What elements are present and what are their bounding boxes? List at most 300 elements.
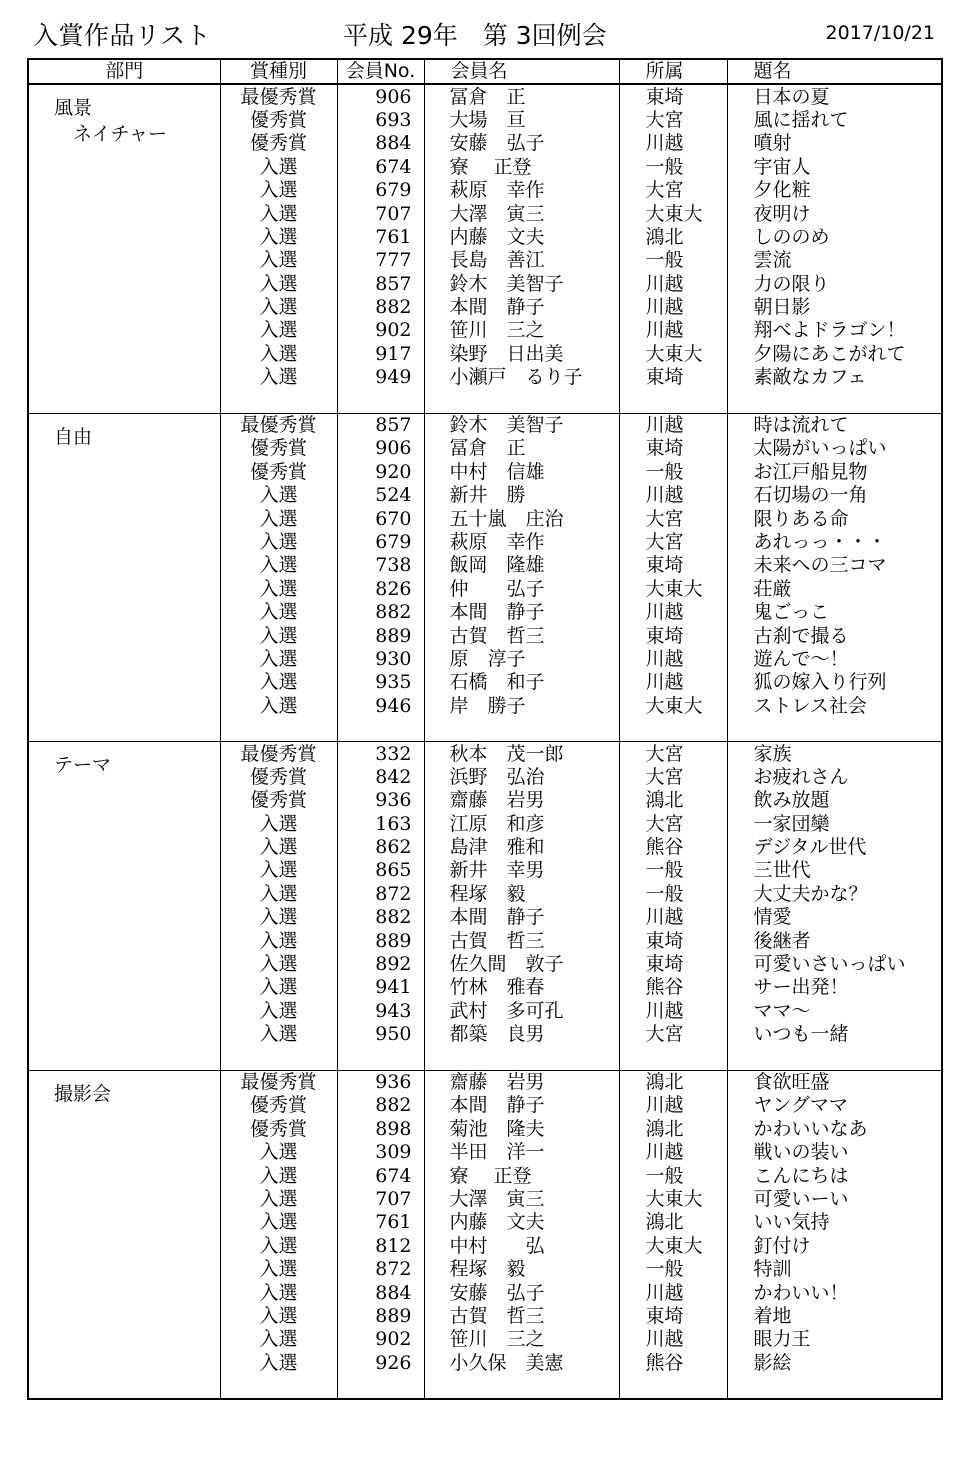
affiliation-cell: 一般 (619, 461, 727, 484)
member-name-cell: 新井 勝 (424, 484, 619, 507)
member-name-cell: 鈴木 美智子 (424, 273, 619, 296)
page-header (0, 0, 962, 58)
member-name-cell: 仲 弘子 (424, 578, 619, 601)
member-no-cell: 842 (337, 766, 424, 789)
title-cell: いい気持 (727, 1211, 942, 1234)
award-cell: 優秀賞 (220, 132, 337, 155)
member-name-cell: 小瀬戸 るり子 (424, 366, 619, 389)
member-no-cell: 674 (337, 1164, 424, 1187)
title-cell: いつも一緒 (727, 1023, 942, 1046)
member-no-cell: 920 (337, 461, 424, 484)
affiliation-cell: 東埼 (619, 554, 727, 577)
empty-cell (337, 1375, 424, 1399)
table-row (28, 413, 942, 437)
title-cell: 鬼ごっこ (727, 601, 942, 624)
member-name-cell: 岸 勝子 (424, 695, 619, 718)
member-name-cell: 冨倉 正 (424, 437, 619, 460)
member-no-cell: 906 (337, 84, 424, 108)
affiliation-cell: 鴻北 (619, 1070, 727, 1094)
member-name-cell: 秋本 茂一郎 (424, 742, 619, 766)
empty-cell (337, 389, 424, 413)
member-name-cell: 五十嵐 庄治 (424, 507, 619, 530)
title-cell: 翔べよドラゴン！ (727, 319, 942, 342)
award-cell: 入選 (220, 1305, 337, 1328)
affiliation-cell: 川越 (619, 296, 727, 319)
title-cell: 可愛いーい (727, 1188, 942, 1211)
title-cell: 戦いの装い (727, 1141, 942, 1164)
title-cell: 古刹で撮る (727, 624, 942, 647)
title-cell: 風に揺れて (727, 109, 942, 132)
title-cell: 食欲旺盛 (727, 1070, 942, 1094)
title-cell: 狐の嫁入り行列 (727, 671, 942, 694)
title-cell: 眼力王 (727, 1328, 942, 1351)
affiliation-cell: 川越 (619, 132, 727, 155)
member-no-cell: 946 (337, 695, 424, 718)
award-cell: 入選 (220, 1258, 337, 1281)
department-cell: 撮影会 (28, 1070, 220, 1399)
column-header-department: 部門 (28, 59, 220, 84)
member-no-cell: 670 (337, 507, 424, 530)
title-cell: 夜明け (727, 202, 942, 225)
member-no-cell: 902 (337, 1328, 424, 1351)
award-cell: 入選 (220, 343, 337, 366)
award-cell: 入選 (220, 273, 337, 296)
award-cell: 入選 (220, 366, 337, 389)
affiliation-cell: 大東大 (619, 578, 727, 601)
title-cell: 着地 (727, 1305, 942, 1328)
title-cell: 太陽がいっぱい (727, 437, 942, 460)
affiliation-cell: 東埼 (619, 437, 727, 460)
member-name-cell: 中村 弘 (424, 1235, 619, 1258)
affiliation-cell: 東埼 (619, 624, 727, 647)
column-header-affiliation: 所属 (619, 59, 727, 84)
member-no-cell: 865 (337, 859, 424, 882)
member-name-cell: 萩原 幸作 (424, 179, 619, 202)
award-cell: 最優秀賞 (220, 413, 337, 437)
column-header-member-name: 会員名 (424, 59, 619, 84)
member-name-cell: 小久保 美憲 (424, 1351, 619, 1374)
award-cell: 入選 (220, 249, 337, 272)
member-no-cell: 884 (337, 132, 424, 155)
affiliation-cell: 大東大 (619, 695, 727, 718)
title-cell: 特訓 (727, 1258, 942, 1281)
award-cell: 入選 (220, 531, 337, 554)
empty-cell (424, 718, 619, 742)
affiliation-cell: 川越 (619, 1281, 727, 1304)
member-no-cell: 906 (337, 437, 424, 460)
empty-cell (727, 718, 942, 742)
member-name-cell: 大澤 寅三 (424, 1188, 619, 1211)
title-cell: 家族 (727, 742, 942, 766)
affiliation-cell: 鴻北 (619, 1211, 727, 1234)
member-no-cell: 679 (337, 179, 424, 202)
empty-cell (220, 1375, 337, 1399)
member-no-cell: 857 (337, 413, 424, 437)
member-name-cell: 安藤 弘子 (424, 132, 619, 155)
award-cell: 入選 (220, 836, 337, 859)
table-header-row (28, 59, 942, 84)
award-cell: 入選 (220, 813, 337, 836)
title-cell: 石切場の一角 (727, 484, 942, 507)
affiliation-cell: 一般 (619, 249, 727, 272)
award-cell: 優秀賞 (220, 1094, 337, 1117)
affiliation-cell: 大宮 (619, 109, 727, 132)
member-name-cell: 菊池 隆夫 (424, 1118, 619, 1141)
affiliation-cell: 川越 (619, 413, 727, 437)
affiliation-cell: 一般 (619, 1164, 727, 1187)
member-name-cell: 江原 和彦 (424, 813, 619, 836)
member-no-cell: 882 (337, 906, 424, 929)
award-cell: 優秀賞 (220, 789, 337, 812)
meeting-subtitle: 平成 29年 第 3回例会 (343, 21, 607, 50)
title-cell: デジタル世代 (727, 836, 942, 859)
empty-cell (220, 389, 337, 413)
member-name-cell: 程塚 毅 (424, 1258, 619, 1281)
member-name-cell: 内藤 文夫 (424, 1211, 619, 1234)
affiliation-cell: 川越 (619, 648, 727, 671)
title-cell: 素敵なカフェ (727, 366, 942, 389)
affiliation-cell: 川越 (619, 1094, 727, 1117)
affiliation-cell: 川越 (619, 601, 727, 624)
member-no-cell: 941 (337, 976, 424, 999)
affiliation-cell: 東埼 (619, 929, 727, 952)
member-no-cell: 892 (337, 953, 424, 976)
member-no-cell: 872 (337, 1258, 424, 1281)
title-cell: あれっっ・・・ (727, 531, 942, 554)
award-cell: 入選 (220, 507, 337, 530)
title-cell: 限りある命 (727, 507, 942, 530)
empty-cell (220, 1046, 337, 1070)
member-no-cell: 163 (337, 813, 424, 836)
member-no-cell: 926 (337, 1351, 424, 1374)
title-cell: 情愛 (727, 906, 942, 929)
title-cell: 力の限り (727, 273, 942, 296)
column-header-title: 題名 (727, 59, 942, 84)
member-name-cell: 原 淳子 (424, 648, 619, 671)
award-cell: 優秀賞 (220, 109, 337, 132)
award-cell: 入選 (220, 156, 337, 179)
award-cell: 優秀賞 (220, 461, 337, 484)
table-body (28, 84, 942, 1399)
affiliation-cell: 川越 (619, 273, 727, 296)
member-no-cell: 679 (337, 531, 424, 554)
member-no-cell: 826 (337, 578, 424, 601)
affiliation-cell: 大東大 (619, 343, 727, 366)
member-name-cell: 中村 信雄 (424, 461, 619, 484)
department-cell: テーマ (28, 742, 220, 1070)
column-header-award: 賞種別 (220, 59, 337, 84)
affiliation-cell: 大宮 (619, 1023, 727, 1046)
title-cell: 飲み放題 (727, 789, 942, 812)
title-cell: 雲流 (727, 249, 942, 272)
title-cell: 一家団欒 (727, 813, 942, 836)
award-cell: 入選 (220, 953, 337, 976)
title-cell: 時は流れて (727, 413, 942, 437)
member-name-cell: 齋藤 岩男 (424, 789, 619, 812)
member-no-cell: 882 (337, 601, 424, 624)
member-name-cell: 飯岡 隆雄 (424, 554, 619, 577)
member-no-cell: 332 (337, 742, 424, 766)
affiliation-cell: 大宮 (619, 179, 727, 202)
member-no-cell: 761 (337, 226, 424, 249)
title-cell: 大丈夫かな？ (727, 883, 942, 906)
affiliation-cell: 一般 (619, 883, 727, 906)
award-cell: 入選 (220, 929, 337, 952)
award-cell: 入選 (220, 1281, 337, 1304)
member-no-cell: 943 (337, 1000, 424, 1023)
award-cell: 入選 (220, 906, 337, 929)
award-cell: 優秀賞 (220, 1118, 337, 1141)
title-cell: 噴射 (727, 132, 942, 155)
member-no-cell: 882 (337, 1094, 424, 1117)
award-cell: 入選 (220, 1141, 337, 1164)
member-no-cell: 936 (337, 789, 424, 812)
member-name-cell: 本間 静子 (424, 296, 619, 319)
affiliation-cell: 大宮 (619, 813, 727, 836)
member-name-cell: 寮 正登 (424, 156, 619, 179)
affiliation-cell: 川越 (619, 1000, 727, 1023)
award-cell: 入選 (220, 976, 337, 999)
affiliation-cell: 鴻北 (619, 789, 727, 812)
award-cell: 入選 (220, 319, 337, 342)
member-no-cell: 902 (337, 319, 424, 342)
title-cell: お疲れさん (727, 766, 942, 789)
member-no-cell: 693 (337, 109, 424, 132)
empty-cell (727, 1046, 942, 1070)
award-cell: 入選 (220, 859, 337, 882)
title-cell: 釘付け (727, 1235, 942, 1258)
award-cell: 入選 (220, 484, 337, 507)
member-name-cell: 鈴木 美智子 (424, 413, 619, 437)
award-cell: 入選 (220, 648, 337, 671)
title-cell: 遊んで～！ (727, 648, 942, 671)
award-cell: 優秀賞 (220, 437, 337, 460)
title-cell: かわいい！ (727, 1281, 942, 1304)
empty-cell (337, 718, 424, 742)
affiliation-cell: 川越 (619, 484, 727, 507)
member-no-cell: 936 (337, 1070, 424, 1094)
affiliation-cell: 川越 (619, 1328, 727, 1351)
department-cell: 風景 ネイチャー (28, 84, 220, 413)
award-cell: 入選 (220, 1023, 337, 1046)
affiliation-cell: 一般 (619, 156, 727, 179)
award-cell: 入選 (220, 1164, 337, 1187)
member-name-cell: 新井 幸男 (424, 859, 619, 882)
affiliation-cell: 川越 (619, 906, 727, 929)
member-name-cell: 大場 亘 (424, 109, 619, 132)
member-name-cell: 浜野 弘治 (424, 766, 619, 789)
member-name-cell: 萩原 幸作 (424, 531, 619, 554)
member-no-cell: 889 (337, 624, 424, 647)
title-cell: 荘厳 (727, 578, 942, 601)
member-name-cell: 古賀 哲三 (424, 624, 619, 647)
title-cell: かわいいなあ (727, 1118, 942, 1141)
member-name-cell: 程塚 毅 (424, 883, 619, 906)
member-no-cell: 862 (337, 836, 424, 859)
member-no-cell: 884 (337, 1281, 424, 1304)
member-no-cell: 917 (337, 343, 424, 366)
member-no-cell: 738 (337, 554, 424, 577)
column-header-member-no: 会員No. (337, 59, 424, 84)
member-name-cell: 竹林 雅春 (424, 976, 619, 999)
title-cell: お江戸船見物 (727, 461, 942, 484)
meeting-date: 2017/10/21 (825, 22, 935, 44)
affiliation-cell: 大宮 (619, 507, 727, 530)
affiliation-cell: 東埼 (619, 84, 727, 108)
member-no-cell: 707 (337, 1188, 424, 1211)
award-cell: 入選 (220, 1000, 337, 1023)
member-name-cell: 長島 善江 (424, 249, 619, 272)
title-cell: 宇宙人 (727, 156, 942, 179)
affiliation-cell: 大宮 (619, 766, 727, 789)
award-cell: 入選 (220, 1351, 337, 1374)
affiliation-cell: 川越 (619, 319, 727, 342)
empty-cell (727, 389, 942, 413)
empty-cell (220, 718, 337, 742)
member-no-cell: 777 (337, 249, 424, 272)
award-cell: 優秀賞 (220, 766, 337, 789)
member-name-cell: 武村 多可孔 (424, 1000, 619, 1023)
award-cell: 入選 (220, 695, 337, 718)
member-name-cell: 都築 良男 (424, 1023, 619, 1046)
award-cell: 入選 (220, 1188, 337, 1211)
affiliation-cell: 大東大 (619, 202, 727, 225)
affiliation-cell: 熊谷 (619, 836, 727, 859)
award-cell: 入選 (220, 883, 337, 906)
award-cell: 最優秀賞 (220, 1070, 337, 1094)
member-no-cell: 950 (337, 1023, 424, 1046)
award-cell: 入選 (220, 578, 337, 601)
member-no-cell: 857 (337, 273, 424, 296)
affiliation-cell: 東埼 (619, 953, 727, 976)
award-list-table (27, 58, 943, 1400)
affiliation-cell: 大宮 (619, 531, 727, 554)
award-cell: 入選 (220, 202, 337, 225)
title-cell: ストレス社会 (727, 695, 942, 718)
member-no-cell: 309 (337, 1141, 424, 1164)
empty-cell (619, 389, 727, 413)
award-cell: 入選 (220, 1235, 337, 1258)
title-cell: 後継者 (727, 929, 942, 952)
empty-cell (337, 1046, 424, 1070)
affiliation-cell: 大宮 (619, 742, 727, 766)
member-no-cell: 882 (337, 296, 424, 319)
member-name-cell: 本間 静子 (424, 1094, 619, 1117)
affiliation-cell: 東埼 (619, 1305, 727, 1328)
award-cell: 最優秀賞 (220, 742, 337, 766)
affiliation-cell: 東埼 (619, 366, 727, 389)
award-cell: 入選 (220, 624, 337, 647)
empty-cell (619, 1046, 727, 1070)
member-no-cell: 812 (337, 1235, 424, 1258)
member-no-cell: 524 (337, 484, 424, 507)
table-row (28, 1070, 942, 1094)
title-cell: 未来への三コマ (727, 554, 942, 577)
affiliation-cell: 一般 (619, 859, 727, 882)
member-no-cell: 949 (337, 366, 424, 389)
page-title: 入賞作品リスト (33, 21, 212, 50)
member-name-cell: 齋藤 岩男 (424, 1070, 619, 1094)
member-name-cell: 大澤 寅三 (424, 202, 619, 225)
empty-cell (424, 1375, 619, 1399)
affiliation-cell: 熊谷 (619, 976, 727, 999)
affiliation-cell: 熊谷 (619, 1351, 727, 1374)
empty-cell (424, 389, 619, 413)
member-name-cell: 石橋 和子 (424, 671, 619, 694)
member-name-cell: 佐久間 敦子 (424, 953, 619, 976)
member-name-cell: 古賀 哲三 (424, 1305, 619, 1328)
award-cell: 入選 (220, 226, 337, 249)
title-cell: しののめ (727, 226, 942, 249)
award-cell: 入選 (220, 554, 337, 577)
member-name-cell: 本間 静子 (424, 601, 619, 624)
affiliation-cell: 大東大 (619, 1235, 727, 1258)
award-cell: 入選 (220, 1328, 337, 1351)
award-cell: 最優秀賞 (220, 84, 337, 108)
title-cell: 日本の夏 (727, 84, 942, 108)
affiliation-cell: 大東大 (619, 1188, 727, 1211)
title-cell: 朝日影 (727, 296, 942, 319)
member-no-cell: 872 (337, 883, 424, 906)
member-no-cell: 889 (337, 1305, 424, 1328)
title-cell: 夕陽にあこがれて (727, 343, 942, 366)
award-cell: 入選 (220, 1211, 337, 1234)
member-name-cell: 半田 洋一 (424, 1141, 619, 1164)
member-name-cell: 古賀 哲三 (424, 929, 619, 952)
member-no-cell: 935 (337, 671, 424, 694)
title-cell: 可愛いさいっぱい (727, 953, 942, 976)
affiliation-cell: 一般 (619, 1258, 727, 1281)
member-name-cell: 内藤 文夫 (424, 226, 619, 249)
award-cell: 入選 (220, 671, 337, 694)
empty-cell (619, 1375, 727, 1399)
award-cell: 入選 (220, 179, 337, 202)
empty-cell (424, 1046, 619, 1070)
member-name-cell: 島津 雅和 (424, 836, 619, 859)
affiliation-cell: 川越 (619, 1141, 727, 1164)
empty-cell (727, 1375, 942, 1399)
member-name-cell: 冨倉 正 (424, 84, 619, 108)
title-cell: 影絵 (727, 1351, 942, 1374)
title-cell: ヤングママ (727, 1094, 942, 1117)
member-no-cell: 761 (337, 1211, 424, 1234)
member-name-cell: 本間 静子 (424, 906, 619, 929)
member-no-cell: 889 (337, 929, 424, 952)
member-name-cell: 染野 日出美 (424, 343, 619, 366)
title-cell: ママ～ (727, 1000, 942, 1023)
award-cell: 入選 (220, 601, 337, 624)
member-no-cell: 898 (337, 1118, 424, 1141)
department-cell: 自由 (28, 413, 220, 741)
affiliation-cell: 鴻北 (619, 1118, 727, 1141)
empty-cell (619, 718, 727, 742)
title-cell: サー出発！ (727, 976, 942, 999)
title-cell: こんにちは (727, 1164, 942, 1187)
title-cell: 三世代 (727, 859, 942, 882)
table-row (28, 742, 942, 766)
member-name-cell: 笹川 三之 (424, 1328, 619, 1351)
award-cell: 入選 (220, 296, 337, 319)
member-name-cell: 笹川 三之 (424, 319, 619, 342)
member-name-cell: 安藤 弘子 (424, 1281, 619, 1304)
member-no-cell: 707 (337, 202, 424, 225)
title-cell: 夕化粧 (727, 179, 942, 202)
table-row (28, 84, 942, 108)
affiliation-cell: 鴻北 (619, 226, 727, 249)
member-no-cell: 930 (337, 648, 424, 671)
affiliation-cell: 川越 (619, 671, 727, 694)
member-name-cell: 寮 正登 (424, 1164, 619, 1187)
